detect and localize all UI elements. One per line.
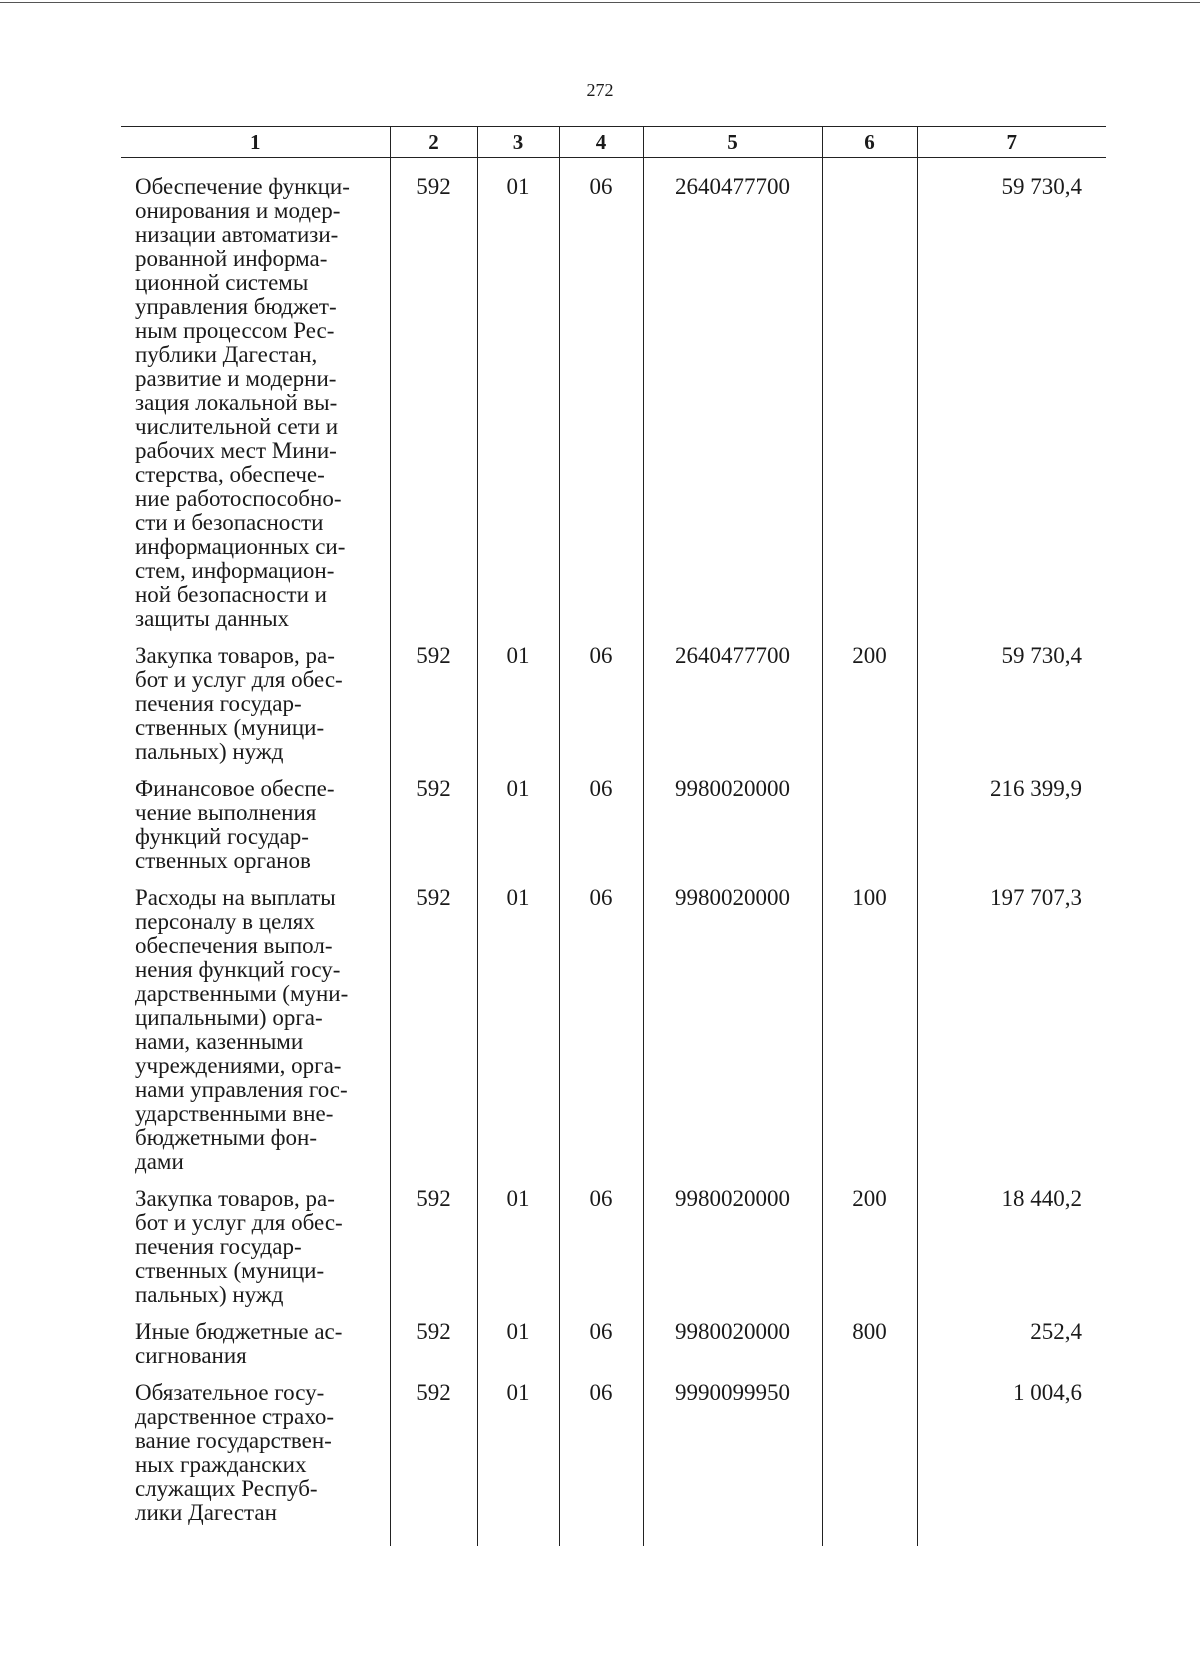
- cell-expense-type: 200: [822, 644, 917, 777]
- cell-target-item: 9980020000: [643, 886, 822, 1187]
- column-header: 1: [121, 127, 390, 158]
- cell-subsection: 06: [559, 1320, 643, 1381]
- spacer-cell: [121, 1538, 390, 1546]
- cell-target-item: 9990099950: [643, 1381, 822, 1538]
- cell-subsection: 06: [559, 1187, 643, 1320]
- spacer-cell: [390, 1538, 477, 1546]
- cell-expense-type: [822, 1381, 917, 1538]
- cell-expense-type: 800: [822, 1320, 917, 1381]
- page-number: 272: [586, 80, 614, 100]
- row-description: Обязательное госу- дарственное страхо- вание государствен- ных гражданских служащих Респуб- лики Дагестан: [135, 1380, 334, 1525]
- row-description: Расходы на выплаты персоналу в целях обеспечения выпол- нения функций госу- дарственными (муни- ципальными) орга- нами, казенными учреждениями, орга- нами управления гос- ударственными вне- бюджетными фон- дами: [135, 885, 349, 1174]
- cell-subsection: 06: [559, 1381, 643, 1538]
- cell-amount: 18 440,2: [917, 1187, 1106, 1320]
- table-row: [121, 644, 1106, 777]
- table-row: [121, 1187, 1106, 1320]
- column-header: 7: [917, 127, 1106, 158]
- cell-subsection: 06: [559, 644, 643, 777]
- table-header-row: [121, 127, 1106, 158]
- cell-code: 592: [390, 886, 477, 1187]
- cell-amount: 216 399,9: [917, 777, 1106, 886]
- column-header: 5: [643, 127, 822, 158]
- table-row: [121, 1320, 1106, 1381]
- table-row: [121, 158, 1106, 645]
- cell-expense-type: [822, 777, 917, 886]
- spacer-cell: [917, 1538, 1106, 1546]
- cell-code: 592: [390, 158, 477, 645]
- cell-section: 01: [477, 644, 559, 777]
- spacer-cell: [477, 1538, 559, 1546]
- cell-subsection: 06: [559, 158, 643, 645]
- cell-target-item: 9980020000: [643, 1187, 822, 1320]
- spacer-cell: [559, 1538, 643, 1546]
- cell-code: 592: [390, 1381, 477, 1538]
- column-header: 4: [559, 127, 643, 158]
- cell-target-item: 9980020000: [643, 1320, 822, 1381]
- cell-code: 592: [390, 777, 477, 886]
- cell-expense-type: [822, 158, 917, 645]
- table-bottom-spacer: [121, 1538, 1106, 1546]
- row-description: Финансовое обеспе- чение выполнения функций государ- ственных органов: [135, 776, 335, 873]
- budget-table: [121, 126, 1106, 1546]
- cell-target-item: 2640477700: [643, 644, 822, 777]
- cell-subsection: 06: [559, 777, 643, 886]
- cell-section: 01: [477, 886, 559, 1187]
- spacer-cell: [822, 1538, 917, 1546]
- column-header: 2: [390, 127, 477, 158]
- table-row: [121, 886, 1106, 1187]
- cell-amount: 197 707,3: [917, 886, 1106, 1187]
- table-row: [121, 1381, 1106, 1538]
- cell-section: 01: [477, 1381, 559, 1538]
- column-header: 6: [822, 127, 917, 158]
- cell-section: 01: [477, 158, 559, 645]
- cell-code: 592: [390, 644, 477, 777]
- cell-section: 01: [477, 1187, 559, 1320]
- cell-target-item: 2640477700: [643, 158, 822, 645]
- cell-amount: 252,4: [917, 1320, 1106, 1381]
- row-description: Иные бюджетные ас- сигнования: [135, 1319, 343, 1368]
- cell-code: 592: [390, 1320, 477, 1381]
- cell-expense-type: 200: [822, 1187, 917, 1320]
- cell-section: 01: [477, 777, 559, 886]
- cell-code: 592: [390, 1187, 477, 1320]
- cell-expense-type: 100: [822, 886, 917, 1187]
- cell-section: 01: [477, 1320, 559, 1381]
- cell-amount: 59 730,4: [917, 158, 1106, 645]
- table-row: [121, 777, 1106, 886]
- cell-amount: 59 730,4: [917, 644, 1106, 777]
- cell-target-item: 9980020000: [643, 777, 822, 886]
- page-top-edge: [0, 2, 1200, 3]
- column-header: 3: [477, 127, 559, 158]
- cell-subsection: 06: [559, 886, 643, 1187]
- cell-amount: 1 004,6: [917, 1381, 1106, 1538]
- row-description: Закупка товаров, ра- бот и услуг для обес- печения государ- ственных (муници- пальных) нужд: [135, 1186, 343, 1307]
- row-description: Обеспечение функци- онирования и модер- низации автоматизи- рованной информа- ционной системы управления бюджет- ным процессом Рес- публики Дагестан, развитие и модерни- зация локальной вы- числительной сети и рабочих мест Мини- стерства, обеспече- ние работоспособно- сти и безопасности информационных си- стем, информацион- ной безопасности и защиты данных: [135, 174, 350, 631]
- row-description: Закупка товаров, ра- бот и услуг для обес- печения государ- ственных (муници- пальных) нужд: [135, 643, 343, 764]
- spacer-cell: [643, 1538, 822, 1546]
